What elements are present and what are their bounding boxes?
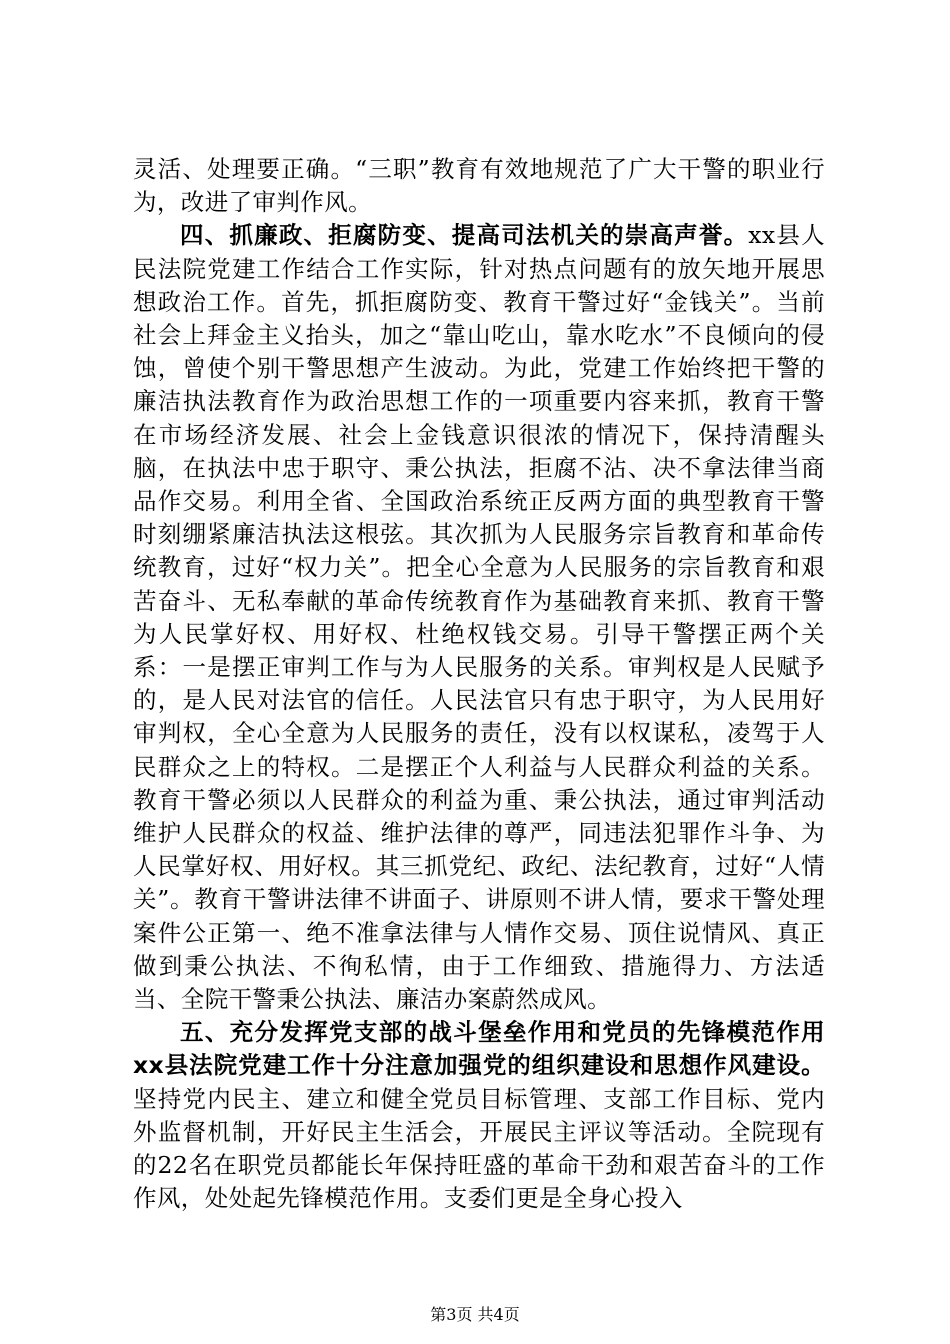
section-heading: 四、抓廉政、拒腐防变、提高司法机关的崇高声誉。 [180,221,749,250]
section-heading: 五、充分发挥党支部的战斗堡垒作用和党员的先锋模范作用xx县法院党建工作十分注意加强党的组织建设和思想作风建设。 [133,1018,825,1080]
page-number-footer: 第3页 共4页 [430,1305,520,1324]
paragraph-continuation [133,153,825,219]
document-body [133,153,825,1216]
paragraph-text: 灵活、处理要正确。“三职”教育有效地规范了广大干警的职业行为，改进了审判作风。 [133,155,825,217]
paragraph-section-five [133,1016,825,1215]
paragraph-text: xx县人民法院党建工作结合工作实际，针对热点问题有的放矢地开展思想政治工作。首先，抓拒腐防变、教育干警过好“金钱关”。当前社会上拜金主义抬头，加之“靠山吃山，靠水吃水”不良倾向的侵蚀，曾使个别干警思想产生波动。为此，党建工作始终把干警的廉洁执法教育作为政治思想工作的一项重要内容来抓，教育干警在市场经济发展、社会上金钱意识很浓的情况下，保持清醒头脑，在执法中忠于职守、秉公执法，拒腐不沾、决不拿法律当商品作交易。利用全省、全国政治系统正反两方面的典型教育干警时刻绷紧廉洁执法这根弦。其次抓为人民服务宗旨教育和革命传统教育，过好“权力关”。把全心全意为人民服务的宗旨教育和艰苦奋斗、无私奉献的革命传统教育作为基础教育来抓、教育干警为人民掌好权、用好权、杜绝权钱交易。引导干警摆正两个关系：一是摆正审判工作与为人民服务的关系。审判权是人民赋予的，是人民对法官的信任。人民法官只有忠于职守，为人民用好审判权，全心全意为人民服务的责任，没有以权谋私，凌驾于人民群众之上的特权。二是摆正个人利益与人民群众利益的关系。教育干警必须以人民群众的利益为重、秉公执法，通过审判活动维护人民群众的权益、维护法律的尊严，同违法犯罪作斗争、为人民掌好权、用好权。其三抓党纪、政纪、法纪教育，过好“人情关”。教育干警讲法律不讲面子、讲原则不讲人情，要求干警处理案件公正第一、绝不准拿法律与人情作交易、顶住说情风、真正做到秉公执法、不徇私情，由于工作细致、措施得力、方法适当、全院干警秉公执法、廉洁办案蔚然成风。 [133,221,826,1014]
paragraph-text: 坚持党内民主、建立和健全党员目标管理、支部工作目标、党内外监督机制，开好民主生活会，开展民主评议等活动。全院现有的22名在职党员都能长年保持旺盛的革命干劲和艰苦奋斗的工作作风，处处起先锋模范作用。支委们更是全身心投入 [133,1084,825,1213]
paragraph-section-four [133,219,825,1016]
